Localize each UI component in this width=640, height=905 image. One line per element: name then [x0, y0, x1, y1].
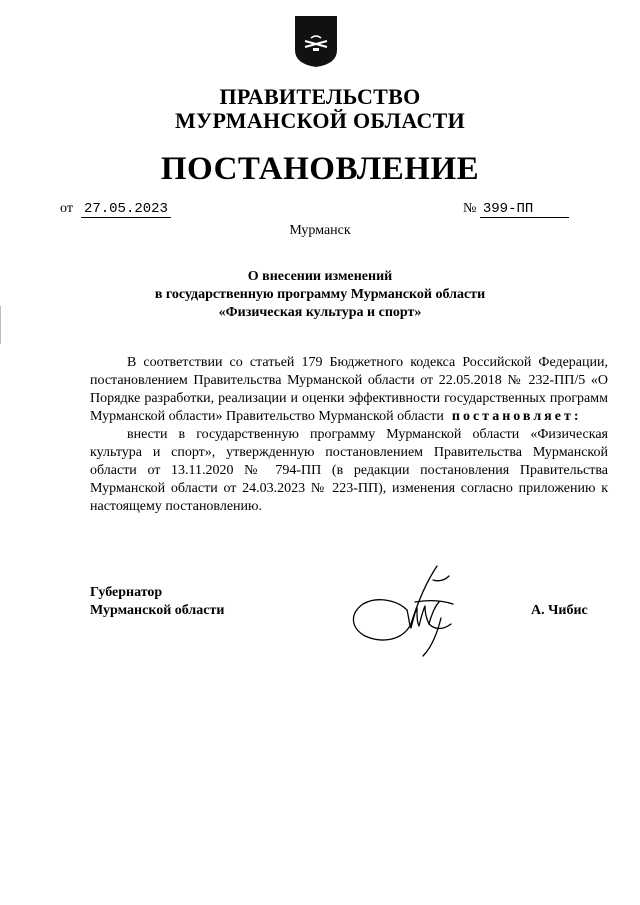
number-prefix: №: [463, 201, 477, 216]
document-date: 27.05.2023: [81, 201, 171, 218]
org-name-line2: МУРМАНСКОЙ ОБЛАСТИ: [174, 108, 466, 133]
document-type-title: ПОСТАНОВЛЕНИЕ: [160, 151, 480, 187]
document-subject: [0, 268, 640, 322]
resolves-keyword: постановляет:: [451, 409, 582, 424]
coat-of-arms-emblem: [293, 14, 339, 68]
signatory-name: А. Чибис: [531, 603, 588, 618]
document-body: [90, 354, 608, 516]
document-number-line: [463, 200, 569, 218]
subject-line3: «Физическая культура и спорт»: [218, 305, 422, 320]
document-city: Мурманск: [289, 223, 351, 238]
body-paragraph-1: [90, 354, 608, 426]
date-prefix: от: [60, 201, 73, 216]
body-paragraph-1-text: В соответствии со статьей 179 Бюджетного кодекса Российской Федерации, постановлением Правительства Мурманской области от 22.05.2018 № 232-ПП/5 «О Порядке разработки, реализации и оценки эффективности государственных программ Мурманской области» Правительство Мурманской области: [90, 355, 608, 424]
subject-line1: О внесении изменений: [247, 269, 393, 284]
body-paragraph-2: внести в государственную программу Мурманской области «Физическая культура и спорт», утвержденную постановлением Правительства Мурманской области от 13.11.2020 № 794-ПП (в редакции постановления Правительства Мурманской области от 24.03.2023 № 223-ПП), изменения согласно приложению к настоящему постановлению.: [90, 427, 608, 514]
signatory-title-line1: Губернатор: [90, 585, 163, 600]
document-number: 399-ПП: [480, 201, 569, 218]
scan-edge-mark: [0, 306, 1, 344]
document-date-line: [60, 200, 171, 218]
subject-line2: в государственную программу Мурманской области: [154, 287, 486, 302]
org-name-line1: ПРАВИТЕЛЬСТВО: [219, 84, 421, 109]
signatory-title: [90, 584, 224, 620]
signatory-title-line2: Мурманской области: [90, 603, 225, 618]
handwritten-signature: [345, 558, 475, 658]
